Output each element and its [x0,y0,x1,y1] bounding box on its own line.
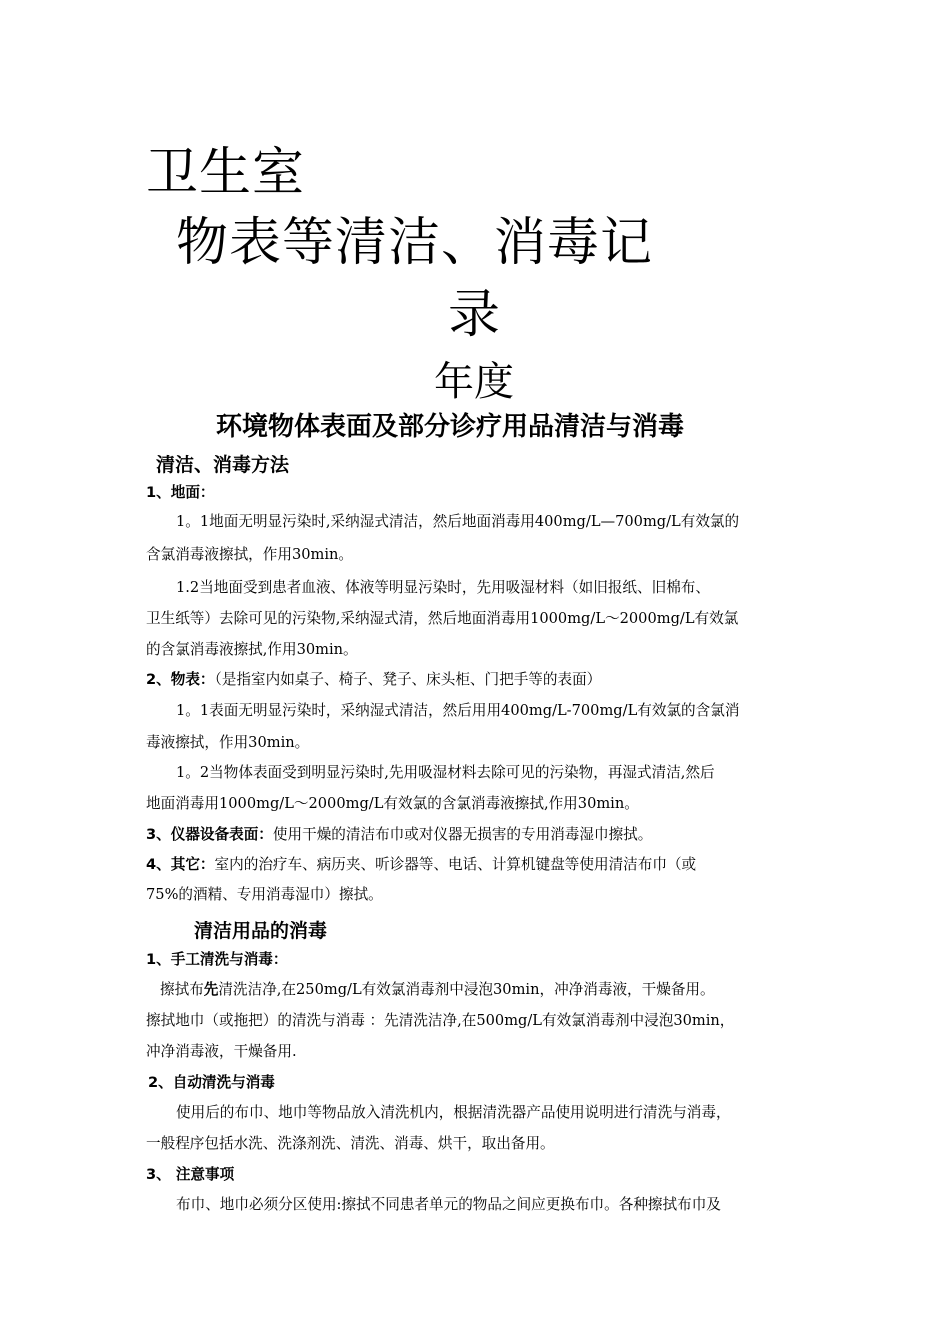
item-4-label: 4、其它： [146,856,215,873]
title-line-1: 卫生室 [146,143,306,203]
item-2-2-line-a: 1。2当物体表面受到明显污染时,先用吸湿材料去除可见的污染物，再湿式清洁,然后 [176,764,715,781]
item-2-line [146,673,601,688]
sub-2-label: 2、自动清洗与消毒 [148,1074,275,1091]
item-3-label: 3、仪器设备表面： [146,826,273,843]
item-1-2-line-a: 1.2当地面受到患者血液、体液等明显污染时，先用吸湿材料（如旧报纸、旧棉布、 [176,579,710,596]
section-1-title: 清洁、消毒方法 [156,454,290,476]
item-2-note: （是指室内如桌子、椅子、凳子、床头柜、门把手等的表面） [214,671,602,688]
title-line-3: 录 [448,285,502,345]
item-4-text-a: 室内的治疗车、病历夹、听诊器等、电话、计算机键盘等使用清洁布巾（或 [214,856,697,873]
sub-3-line-a: 布巾、地巾必须分区使用:擦拭不同患者单元的物品之间应更换布巾。各种擦拭布巾及 [176,1196,721,1213]
section-2-title: 清洁用品的消毒 [194,920,328,942]
main-heading: 环境物体表面及部分诊疗用品清洁与消毒 [216,412,685,442]
sub-3-label: 3、 注意事项 [146,1166,235,1183]
item-1-label: 1、地面： [146,484,215,501]
sub-1-line-a-post: 清洗洁净,在250mg/L有效氯消毒剂中浸泡30min，冲净消毒液，干燥备用。 [218,981,715,998]
sub-2-line-b: 一般程序包括水洗、洗涤剂洗、清洗、消毒、烘干，取出备用。 [146,1135,555,1152]
item-2-label: 2、物表： [146,671,215,688]
item-1-1-line-a: 1。1地面无明显污染时,采纳湿式清洁，然后地面消毒用400mg/L—700mg/L有效氯的 [176,513,740,530]
item-4-line-a [146,858,696,873]
sub-1-line-c: 冲净消毒液，干燥备用. [146,1043,297,1060]
sub-2-line-a: 使用后的布巾、地巾等物品放入清洗机内，根据清洗器产品使用说明进行清洗与消毒， [176,1104,731,1121]
item-2-1-line-a: 1。1表面无明显污染时，采纳湿式清洁，然后用用400mg/L-700mg/L有效氯的含氯消 [176,702,740,719]
item-3-text: 使用干燥的清洁布巾或对仪器无损害的专用消毒湿巾擦拭。 [272,826,653,843]
item-1-2-line-b: 卫生纸等）去除可见的污染物,采纳湿式清，然后地面消毒用1000mg/L～2000mg/L有效氯 [146,610,739,627]
sub-1-line-b: 擦拭地巾（或拖把）的清洗与消毒 ：先清洗洁净,在500mg/L有效氯消毒剂中浸泡30min， [146,1012,735,1029]
sub-1-line-a [160,983,715,998]
item-2-2-line-b: 地面消毒用1000mg/L～2000mg/L有效氯的含氯消毒液擦拭,作用30min。 [146,795,639,812]
sub-1-line-a-bold: 先 [203,981,219,998]
item-3-line [146,828,652,843]
item-4-line-b: 75%的酒精、专用消毒湿巾）擦拭。 [146,886,383,903]
item-2-1-line-b: 毒液擦拭，作用30min。 [146,734,310,751]
item-1-2-line-c: 的含氯消毒液擦拭,作用30min。 [146,641,358,658]
title-line-2: 物表等清洁、消毒记 [176,213,654,273]
title-year: 年度 [434,359,514,405]
sub-1-line-a-pre: 擦拭布 [160,981,204,998]
sub-1-label: 1、手工清洗与消毒： [146,951,288,968]
item-1-1-line-b: 含氯消毒液擦拭，作用30min。 [146,546,354,563]
